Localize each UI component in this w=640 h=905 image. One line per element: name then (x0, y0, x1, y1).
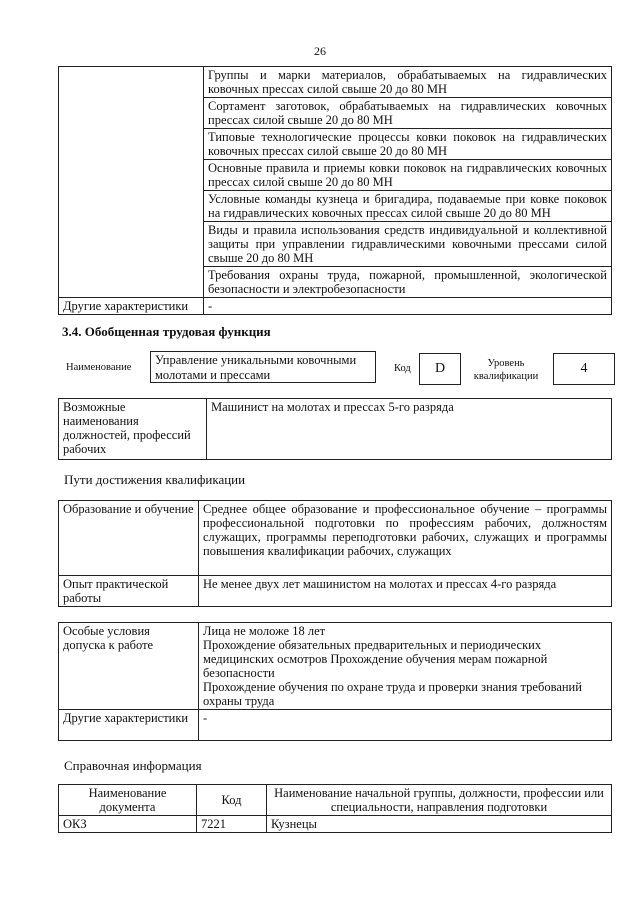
conditions-value (199, 623, 612, 710)
experience-value: Не менее двух лет машинистом на молотах и прессах 4-го разряда (199, 576, 612, 607)
cell-code: 7221 (197, 816, 267, 833)
education-value: Среднее общее образование и профессиональное обучение – программы профессиональной подготовки по профессиям рабочих, должностям служащих, программы переподготовки рабочих, служащих и программы повышения квалификации рабочих, служащих (199, 501, 612, 576)
positions-table (58, 398, 612, 460)
positions-value: Машинист на молотах и прессах 5-го разряда (207, 399, 612, 460)
header-name: Наименование начальной группы, должности, профессии или специальности, направления подготовки (267, 785, 612, 816)
condition-line: Лица не моложе 18 лет (203, 624, 326, 638)
conditions-other-label: Другие характеристики (59, 710, 199, 741)
other-value: - (204, 298, 612, 315)
positions-label: Возможные наименования должностей, профессий рабочих (59, 399, 207, 460)
table-row (59, 710, 612, 741)
code-label: Код (394, 363, 411, 374)
knowledge-item: Условные команды кузнеца и бригадира, подаваемые при ковке поковок на гидравлических ковочных прессах силой свыше 20 до 80 МН (204, 191, 612, 222)
conditions-table (58, 622, 612, 741)
table-row (59, 298, 612, 315)
page-number: 26 (314, 44, 326, 58)
table-header-row (59, 785, 612, 816)
knowledge-item: Основные правила и приемы ковки поковок на гидравлических ковочных прессах силой свыше 20 до 80 МН (204, 160, 612, 191)
knowledge-item: Виды и правила использования средств индивидуальной и коллективной защиты при управлении гидравлическими ковочными прессами силой свыше 20 до 80 МН (204, 222, 612, 267)
knowledge-item: Сортамент заготовок, обрабатываемых на гидравлических ковочных прессах силой свыше 20 до 80 МН (204, 98, 612, 129)
section-title: 3.4. Обобщенная трудовая функция (62, 324, 271, 339)
table-row (59, 816, 612, 833)
header-code: Код (197, 785, 267, 816)
level-value: 4 (553, 353, 615, 385)
knowledge-item: Требования охраны труда, пожарной, промышленной, экологической безопасности и электробезопасности (204, 267, 612, 298)
table-row (59, 623, 612, 710)
table-row (59, 67, 612, 98)
knowledge-item: Типовые технологические процессы ковки поковок на гидравлических ковочных прессах силой свыше 20 до 80 МН (204, 129, 612, 160)
cell-doc: ОКЗ (59, 816, 197, 833)
reference-title: Справочная информация (64, 758, 202, 773)
table-row (59, 399, 612, 460)
empty-cell (59, 67, 204, 298)
name-label: Наименование (66, 362, 132, 373)
code-value: D (419, 353, 461, 385)
conditions-other-value: - (199, 710, 612, 741)
table-row (59, 576, 612, 607)
condition-line: Прохождение обязательных предварительных и периодических медицинских осмотров Прохождение обучения мерам пожарной безопасности (203, 638, 548, 680)
condition-line: Прохождение обучения по охране труда и проверки знания требований охраны труда (203, 680, 582, 708)
other-label: Другие характеристики (59, 298, 204, 315)
reference-table (58, 784, 612, 833)
level-label: Уровень квалификации (473, 358, 539, 382)
conditions-label: Особые условия допуска к работе (59, 623, 199, 710)
paths-title: Пути достижения квалификации (64, 472, 246, 487)
education-label: Образование и обучение (59, 501, 199, 576)
name-value: Управление уникальными ковочными молотами и прессами (150, 351, 376, 383)
knowledge-item: Группы и марки материалов, обрабатываемых на гидравлических ковочных прессах силой свыше 20 до 80 МН (204, 67, 612, 98)
education-table (58, 500, 612, 607)
table-row (59, 501, 612, 576)
experience-label: Опыт практической работы (59, 576, 199, 607)
header-doc: Наименование документа (59, 785, 197, 816)
cell-name: Кузнецы (267, 816, 612, 833)
knowledge-table (58, 66, 612, 315)
